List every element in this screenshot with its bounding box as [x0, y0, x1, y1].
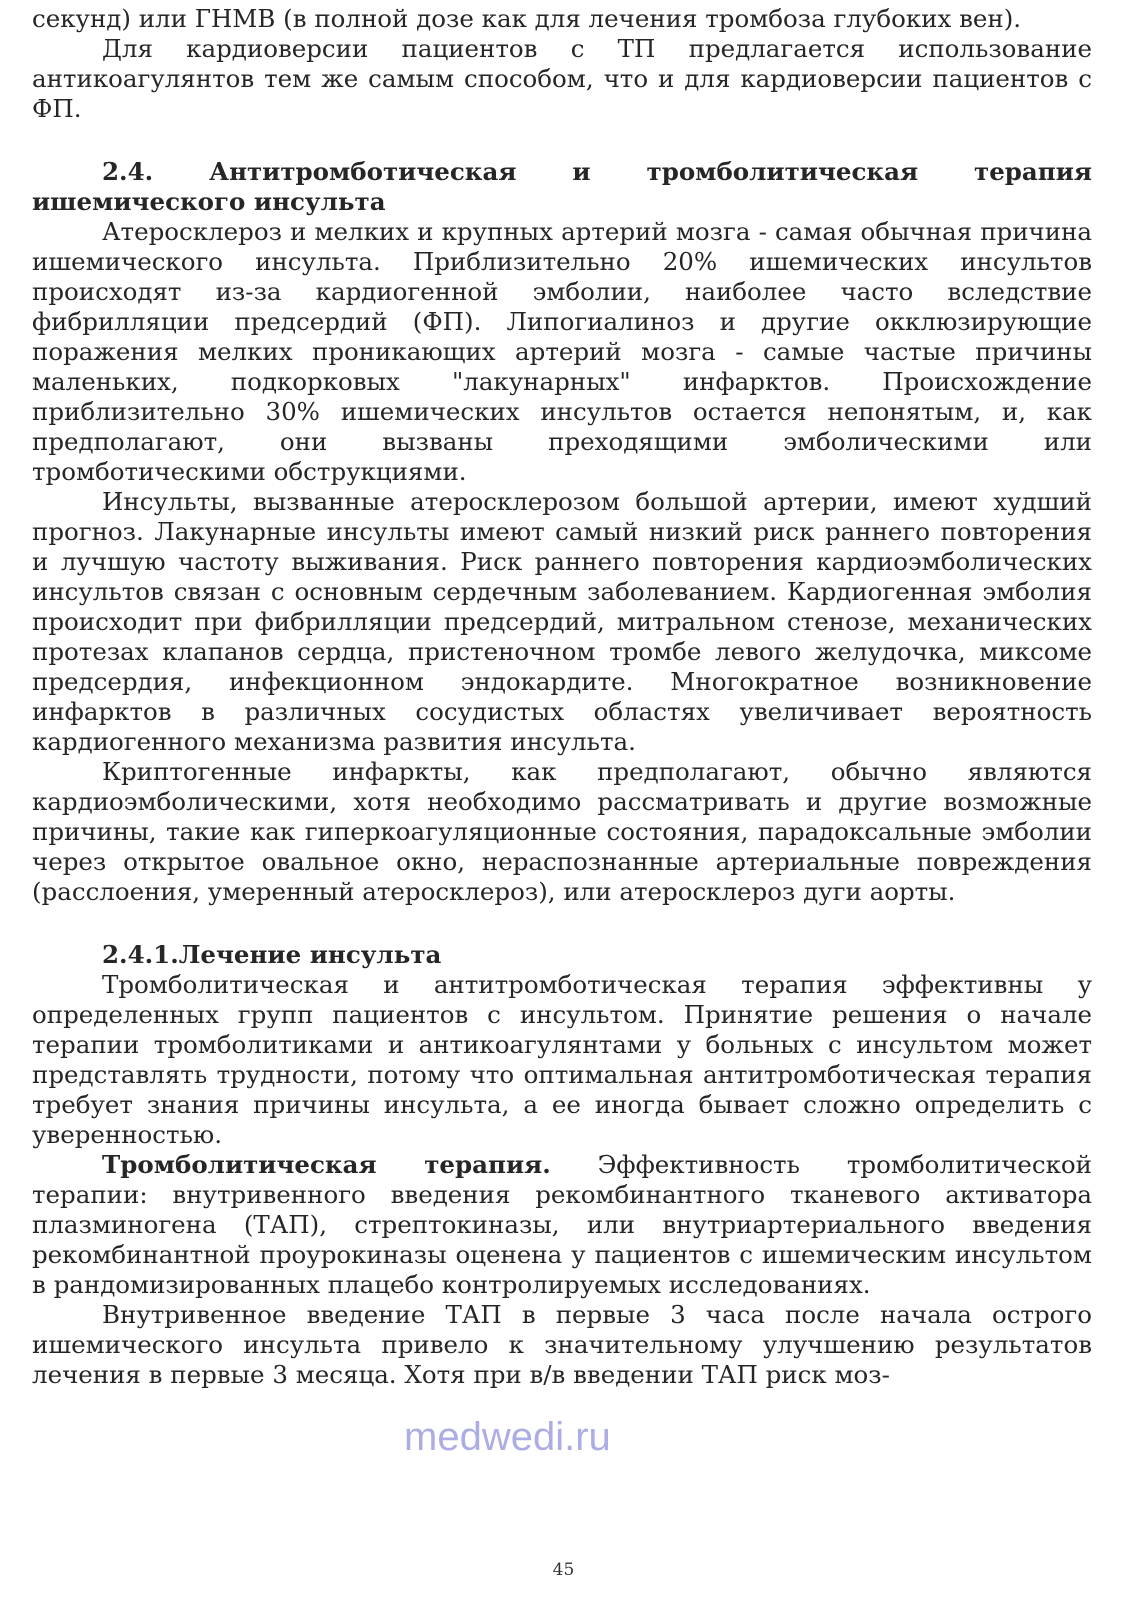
section-gap [32, 124, 1092, 157]
section-gap [32, 907, 1092, 940]
paragraph-continuation: секунд) или ГНМВ (в полной дозе как для лечения тромбоза глубоких вен). [32, 4, 1022, 33]
paragraph-cryptogenic: Криптогенные инфаркты, как предполагают, обычно являются кардиоэмболическими, хотя необходимо рассматривать и другие возможные причины, такие как гиперкоагуляционные состояния, парадоксальные эмболии через открытое овальное окно, нераспознанные артериальные повреждения (расслоения, умеренный атеросклероз), или атеросклероз дуги аорты. [32, 757, 1092, 906]
document-page [32, 4, 1092, 1390]
paragraph-atherosclerosis: Атеросклероз и мелких и крупных артерий мозга - самая обычная причина ишемического инсульта. Приблизительно 20% ишемических инсультов происходят из-за кардиогенной эмболии, наиболее часто вследствие фибрилляции предсердий (ФП). Липогиалиноз и другие окклюзирующие поражения мелких проникающих артерий мозга - самые частые причины маленьких, подкорковых "лакунарных" инфарктов. Происхождение приблизительно 30% ишемических инсультов остается непонятым, и, как предполагают, они вызваны преходящими эмболическими или тромботическими обструкциями. [32, 217, 1092, 486]
paragraph-cardioversion: Для кардиоверсии пациентов с ТП предлагается использование антикоагулянтов тем же самым способом, что и для кардиоверсии пациентов с ФП. [32, 34, 1092, 123]
paragraph-thrombolytic-body: Эффективность тромболитической терапии: внутривенного введения рекомбинантного тканевого активатора плазминогена (ТАП), стрептокиназы, или внутриартериального введения рекомбинантной проурокиназы оценена у пациентов с ишемическим инсультом в рандомизированных плацебо контролируемых исследованиях. [32, 1150, 1093, 1299]
page-number: 45 [552, 1560, 575, 1580]
paragraph-thrombolytic [32, 1150, 1092, 1300]
section-heading-2-4-1: 2.4.1.Лечение инсульта [102, 940, 442, 969]
section-heading-2-4: 2.4. Антитромботическая и тромболитическая терапия ишемического инсульта [32, 157, 1092, 216]
paragraph-lead-bold: Тромболитическая терапия. [102, 1150, 551, 1179]
paragraph-stroke-prognosis: Инсульты, вызванные атеросклерозом большой артерии, имеют худший прогноз. Лакунарные инсульты имеют самый низкий риск раннего повторения и лучшую частоту выживания. Риск раннего повторения кардиоэмболических инсультов связан с основным сердечным заболеванием. Кардиогенная эмболия происходит при фибрилляции предсердий, митральном стенозе, механических протезах клапанов сердца, пристеночном тромбе левого желудочка, миксоме предсердия, инфекционном эндокардите. Многократное возникновение инфарктов в различных сосудистых областях увеличивает вероятность кардиогенного механизма развития инсульта. [32, 487, 1092, 756]
watermark: medwedi.ru [404, 1415, 611, 1459]
paragraph-treatment: Тромболитическая и антитромботическая терапия эффективны у определенных групп пациентов с инсультом. Принятие решения о начале терапии тромболитиками и антикоагулянтами у больных с инсультом может представлять трудности, потому что оптимальная антитромботическая терапия требует знания причины инсульта, а ее иногда бывает сложно определить с уверенностью. [32, 970, 1092, 1149]
paragraph-tap-iv: Внутривенное введение ТАП в первые 3 часа после начала острого ишемического инсульта привело к значительному улучшению результатов лечения в первые 3 месяца. Хотя при в/в введении ТАП риск моз- [32, 1300, 1092, 1389]
